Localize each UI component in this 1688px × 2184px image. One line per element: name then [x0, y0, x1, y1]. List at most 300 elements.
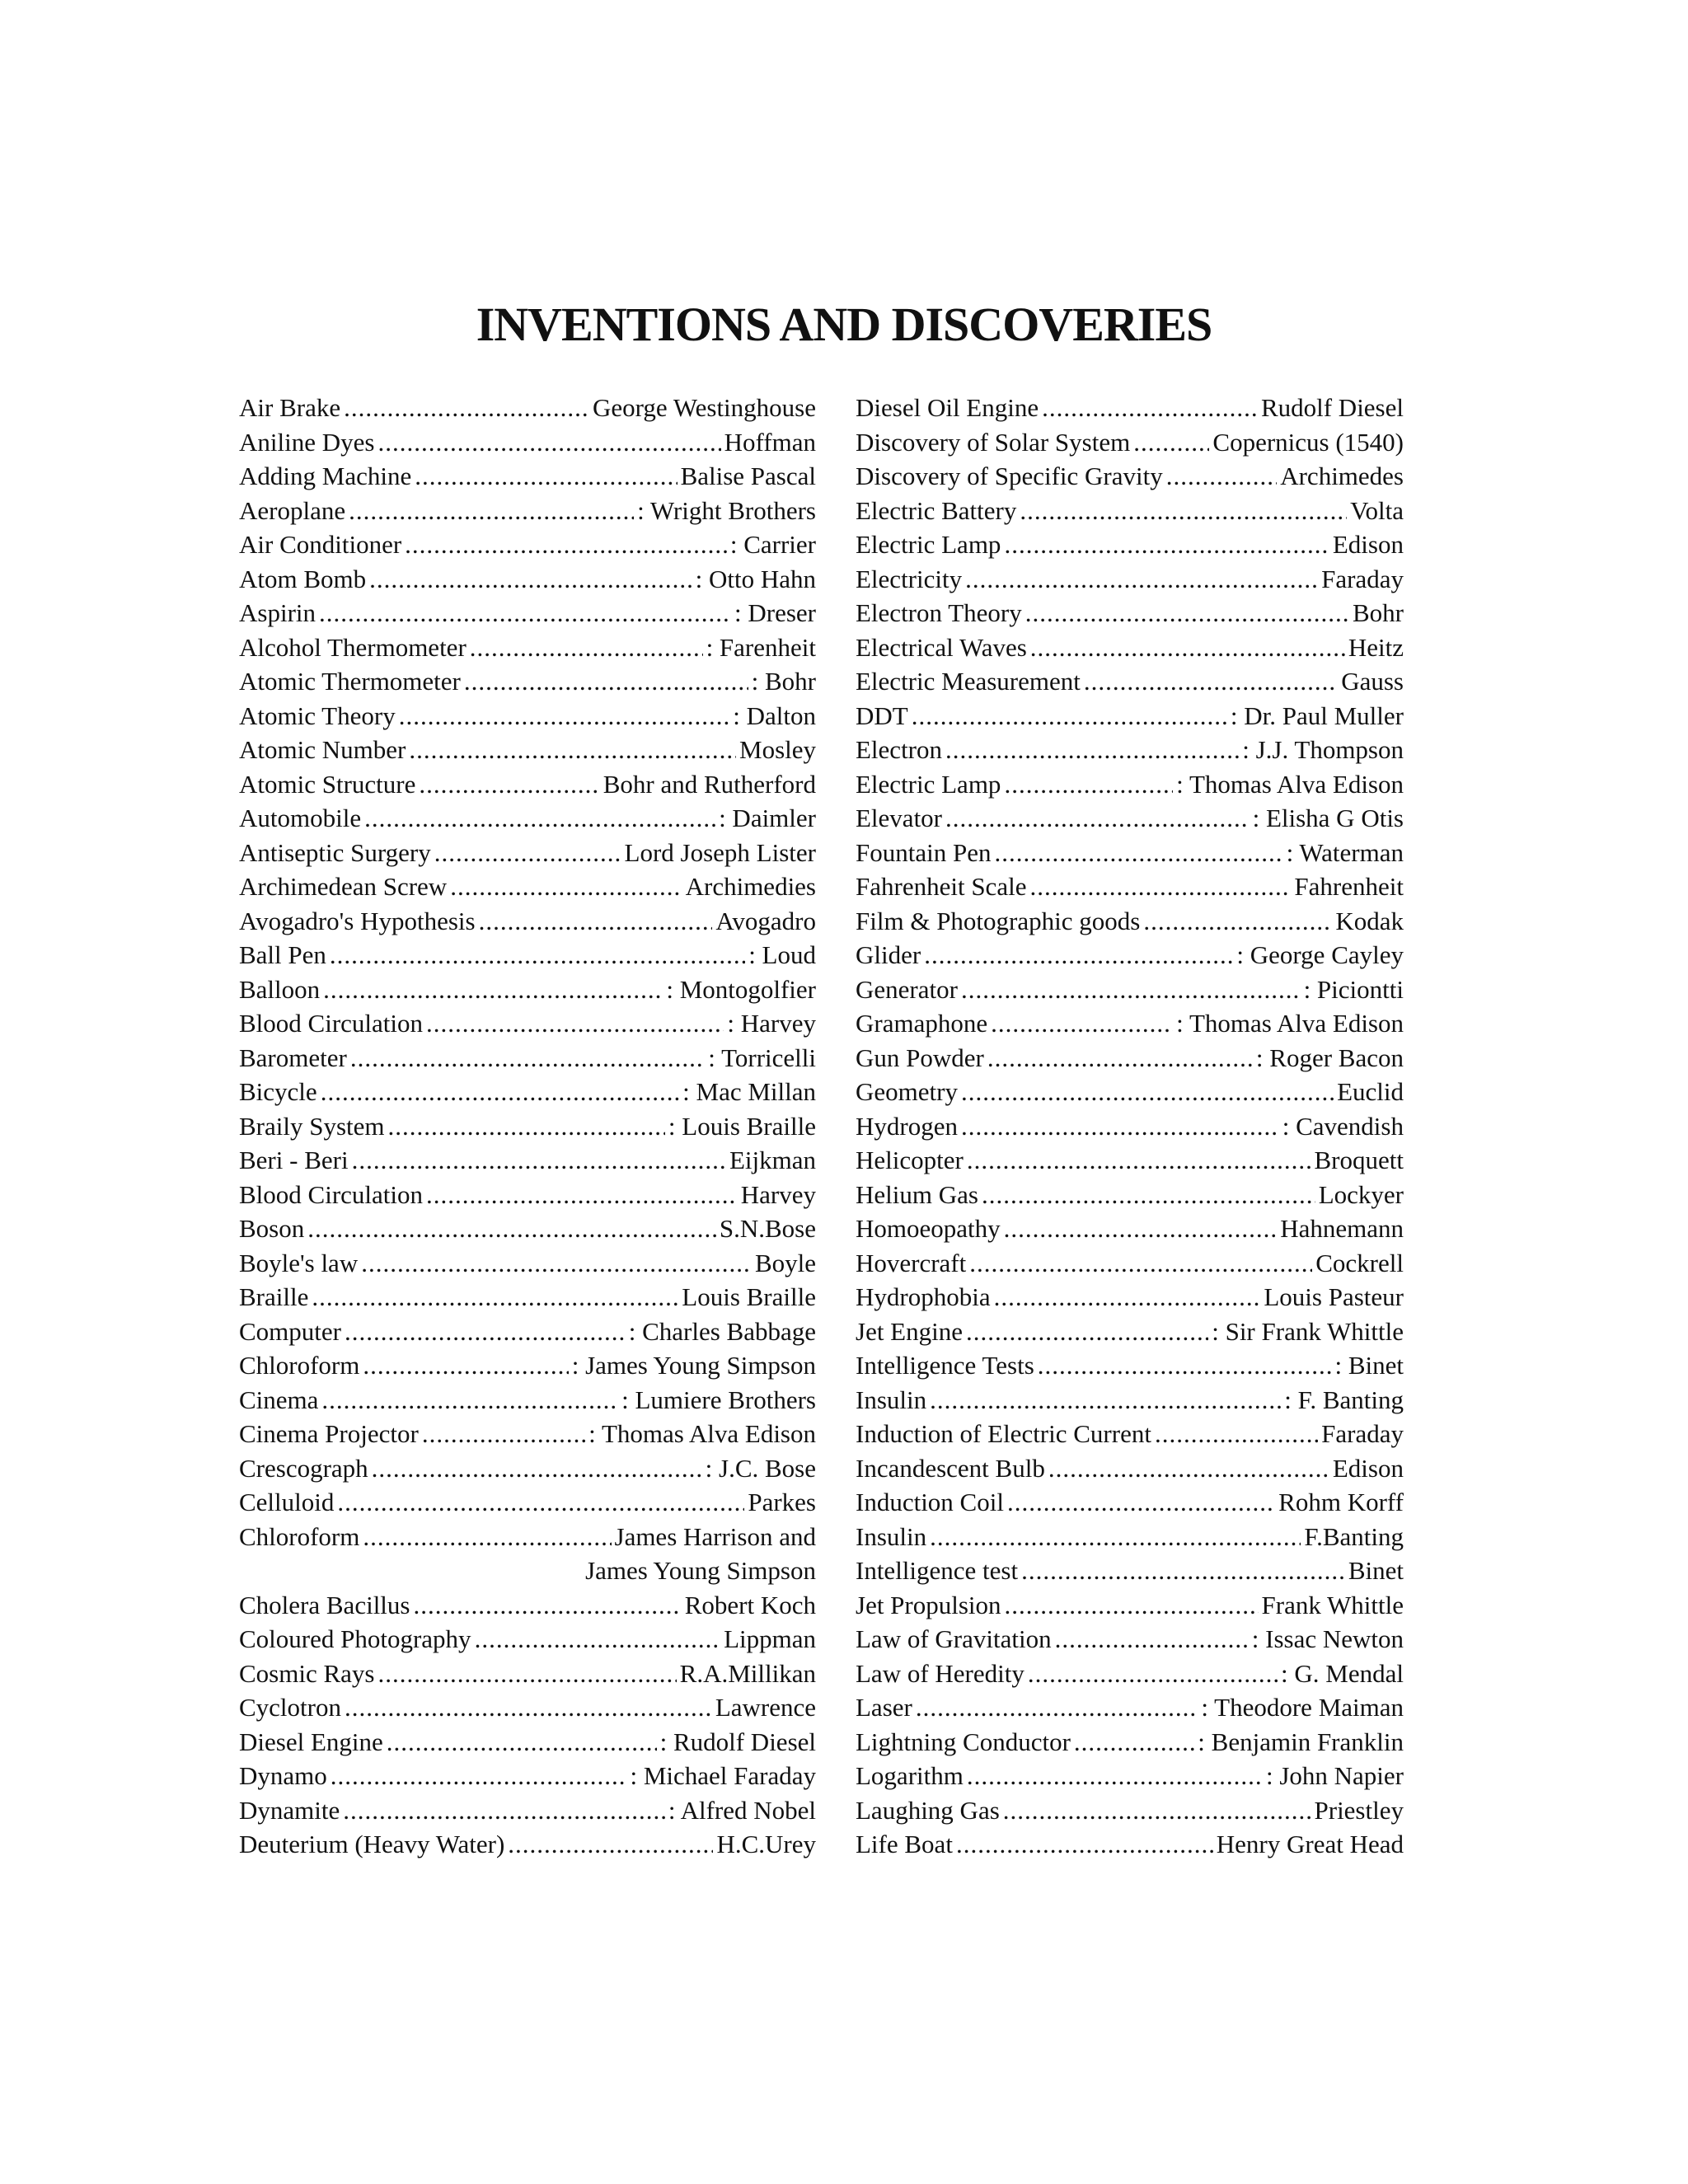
- invention-name: Blood Circulation: [239, 1179, 424, 1209]
- list-item: [239, 1041, 816, 1076]
- dot-leader: [337, 1485, 744, 1520]
- list-item: [239, 596, 816, 630]
- invention-name: Dynamo: [239, 1761, 327, 1790]
- right-column: [856, 391, 1404, 1862]
- invention-name: Alcohol Thermometer: [239, 632, 467, 662]
- dot-leader: [415, 459, 677, 494]
- list-item: [856, 1451, 1404, 1486]
- invention-name: Laser: [856, 1693, 912, 1722]
- dot-leader: [994, 1280, 1261, 1315]
- invention-name: Beri - Beri: [239, 1146, 349, 1174]
- list-item: [856, 938, 1404, 972]
- dot-leader: [945, 733, 1239, 767]
- invention-name: Avogadro's Hypothesis: [239, 906, 476, 935]
- invention-name: Boson: [239, 1214, 305, 1243]
- inventor-name: : J.J. Thompson: [1242, 735, 1404, 764]
- dot-leader: [967, 1143, 1311, 1178]
- list-item: [856, 1006, 1404, 1041]
- inventor-name: Lippman: [724, 1624, 816, 1653]
- invention-name: Helium Gas: [856, 1179, 978, 1209]
- list-item: [856, 527, 1404, 562]
- inventor-name: : Thomas Alva Edison: [588, 1419, 816, 1448]
- dot-leader: [1038, 1348, 1332, 1383]
- list-item: [856, 1657, 1404, 1691]
- list-item: [239, 527, 816, 562]
- dot-leader: [961, 972, 1301, 1007]
- invention-name: Atomic Number: [239, 735, 406, 764]
- list-item: [239, 904, 816, 939]
- dot-leader: [363, 1348, 568, 1383]
- inventor-name: : Elisha G Otis: [1252, 804, 1404, 832]
- inventor-name: H.C.Urey: [716, 1830, 816, 1858]
- invention-name: Diesel Engine: [239, 1727, 383, 1756]
- list-item: [856, 1417, 1404, 1451]
- dot-leader: [464, 664, 748, 699]
- list-item: [856, 1793, 1404, 1828]
- inventor-name: Boyle: [754, 1248, 816, 1277]
- dot-leader: [343, 1793, 665, 1828]
- inventor-name: : John Napier: [1265, 1761, 1404, 1790]
- inventor-name: : Wright Brothers: [637, 495, 816, 525]
- inventor-name: : Dreser: [734, 598, 816, 627]
- dot-leader: [1042, 391, 1258, 425]
- invention-name: Electricity: [856, 564, 963, 593]
- list-item: [856, 801, 1404, 836]
- dot-leader: [312, 1280, 678, 1315]
- list-item: [856, 1622, 1404, 1657]
- invention-name: Coloured Photography: [239, 1624, 471, 1653]
- dot-leader: [321, 1383, 618, 1418]
- invention-name: Atom Bomb: [239, 564, 367, 593]
- list-item: [856, 596, 1404, 630]
- dot-leader: [1084, 664, 1338, 699]
- dot-leader: [1030, 630, 1345, 665]
- invention-name: Insulin: [856, 1385, 927, 1414]
- dot-leader: [330, 938, 745, 972]
- inventor-name: Mosley: [739, 735, 816, 764]
- list-item: [856, 836, 1404, 870]
- list-item: [856, 1178, 1404, 1212]
- dot-leader: [387, 1725, 657, 1760]
- inventor-name: Faraday: [1321, 564, 1404, 593]
- invention-name: Discovery of Solar System: [856, 427, 1131, 457]
- invention-name: Air Brake: [239, 393, 341, 422]
- list-item: [239, 1315, 816, 1349]
- list-item: [239, 1348, 816, 1383]
- dot-leader: [930, 1520, 1301, 1554]
- invention-name: Cyclotron: [239, 1693, 341, 1722]
- dot-leader: [1166, 459, 1277, 494]
- invention-name: Discovery of Specific Gravity: [856, 462, 1163, 490]
- inventor-name: Hoffman: [724, 427, 816, 457]
- invention-name: Jet Engine: [856, 1316, 963, 1346]
- inventor-name: : Issac Newton: [1251, 1624, 1404, 1653]
- dot-leader: [1021, 1554, 1345, 1588]
- invention-name: Electron: [856, 735, 943, 764]
- list-item: [239, 1383, 816, 1418]
- inventor-name: : Dalton: [733, 701, 816, 730]
- dot-leader: [961, 1075, 1334, 1109]
- list-item: [856, 459, 1404, 494]
- inventor-name: Balise Pascal: [680, 462, 816, 490]
- invention-name: Balloon: [239, 974, 321, 1004]
- inventor-name: Copernicus (1540): [1212, 427, 1404, 457]
- list-item: [856, 664, 1404, 699]
- dot-leader: [405, 527, 727, 562]
- list-item: [239, 938, 816, 972]
- dot-leader: [1155, 1417, 1318, 1451]
- invention-name: Bicycle: [239, 1077, 317, 1106]
- dot-leader: [1143, 904, 1332, 939]
- inventor-name: : James Young Simpson: [571, 1351, 816, 1380]
- inventor-name: Broquett: [1314, 1146, 1404, 1174]
- inventor-name: : Piciontti: [1303, 974, 1404, 1004]
- inventor-name: Eijkman: [729, 1146, 816, 1174]
- dot-leader: [419, 767, 599, 802]
- inventor-name: Bohr and Rutherford: [603, 769, 816, 799]
- invention-name: Electrical Waves: [856, 632, 1027, 662]
- inventor-name: : Bohr: [751, 667, 816, 696]
- invention-name: Induction Coil: [856, 1488, 1004, 1516]
- invention-name: Atomic Theory: [239, 701, 396, 730]
- list-item: [239, 1622, 816, 1657]
- invention-name: Cinema Projector: [239, 1419, 419, 1448]
- invention-name: Hydrophobia: [856, 1282, 991, 1311]
- list-item: [856, 391, 1404, 425]
- dot-leader: [344, 391, 589, 425]
- invention-name: Chloroform: [239, 1521, 360, 1551]
- invention-name: Cosmic Rays: [239, 1658, 375, 1688]
- invention-name: Deuterium (Heavy Water): [239, 1830, 505, 1858]
- invention-name: Incandescent Bulb: [856, 1453, 1045, 1483]
- inventor-name: : Theodore Maiman: [1201, 1693, 1404, 1722]
- dot-leader: [967, 1759, 1263, 1793]
- list-item: [239, 836, 816, 870]
- invention-name: Dynamite: [239, 1795, 340, 1825]
- list-item: [239, 1451, 816, 1486]
- dot-leader: [1055, 1622, 1249, 1657]
- invention-name: Cinema: [239, 1385, 319, 1414]
- inventor-name: : G. Mendal: [1281, 1658, 1404, 1688]
- invention-name: Law of Gravitation: [856, 1624, 1052, 1653]
- invention-name: Helicopter: [856, 1146, 964, 1174]
- dot-leader: [479, 904, 713, 939]
- inventor-name: Archimedes: [1280, 462, 1404, 490]
- invention-name: DDT: [856, 701, 908, 730]
- invention-name: Adding Machine: [239, 462, 412, 490]
- inventor-name: : Carrier: [729, 530, 816, 559]
- inventor-name: Bohr: [1353, 598, 1404, 627]
- inventor-name: Avogadro: [715, 906, 816, 935]
- dot-leader: [426, 1006, 724, 1041]
- invention-name: Ball Pen: [239, 940, 326, 969]
- list-item: [239, 562, 816, 597]
- inventor-name: Louis Braille: [682, 1282, 816, 1311]
- inventor-name: : Binet: [1334, 1351, 1404, 1380]
- inventor-name: : Loud: [748, 940, 816, 969]
- invention-name: Boyle's law: [239, 1248, 359, 1277]
- inventor-name: : Lumiere Brothers: [621, 1385, 816, 1414]
- dot-leader: [364, 801, 715, 836]
- invention-name: Intelligence test: [856, 1556, 1019, 1585]
- invention-name: Jet Propulsion: [856, 1590, 1001, 1619]
- list-item: [856, 1554, 1404, 1588]
- inventor-name: : Alfred Nobel: [668, 1795, 816, 1825]
- inventor-name: Euclid: [1337, 1077, 1404, 1106]
- list-item: [239, 391, 816, 425]
- invention-name: Chloroform: [239, 1351, 360, 1380]
- dot-leader: [965, 562, 1318, 597]
- dot-leader: [1004, 527, 1329, 562]
- inventor-name: Frank Whittle: [1261, 1590, 1404, 1619]
- inventor-name: Louis Pasteur: [1264, 1282, 1404, 1311]
- invention-name: Atomic Thermometer: [239, 667, 461, 696]
- invention-name: Film & Photographic goods: [856, 906, 1141, 935]
- list-item: [856, 869, 1404, 904]
- inventor-name: Parkes: [748, 1488, 816, 1516]
- dot-leader: [372, 1451, 702, 1486]
- invention-name: Atomic Structure: [239, 769, 416, 799]
- inventor-name: R.A.Millikan: [679, 1658, 816, 1688]
- dot-leader: [1048, 1451, 1329, 1486]
- dot-leader: [945, 801, 1250, 836]
- list-item: [856, 1041, 1404, 1076]
- invention-name: Computer: [239, 1316, 341, 1346]
- dot-leader: [369, 562, 692, 597]
- inventor-name: Rohm Korff: [1278, 1488, 1404, 1516]
- list-item: [856, 767, 1404, 802]
- invention-name: Elevator: [856, 804, 943, 832]
- dot-leader: [991, 1006, 1173, 1041]
- list-item: [239, 1006, 816, 1041]
- list-item: [856, 1690, 1404, 1725]
- inventor-name: James Harrison and: [614, 1521, 816, 1551]
- list-item: [239, 1588, 816, 1623]
- invention-name: Hydrogen: [856, 1111, 958, 1141]
- inventor-name: Faraday: [1321, 1419, 1404, 1448]
- inventor-name: S.N.Bose: [719, 1214, 816, 1243]
- dot-leader: [331, 1759, 627, 1793]
- invention-name: Barometer: [239, 1043, 347, 1072]
- invention-name: Geometry: [856, 1077, 958, 1106]
- invention-name: Laughing Gas: [856, 1795, 1000, 1825]
- invention-name: Blood Circulation: [239, 1009, 424, 1038]
- invention-name: Life Boat: [856, 1830, 953, 1858]
- inventor-name: : Cavendish: [1282, 1111, 1404, 1141]
- list-item: [239, 1109, 816, 1144]
- invention-name: Cholera Bacillus: [239, 1590, 410, 1619]
- inventor-name: Heitz: [1348, 632, 1404, 662]
- dot-leader: [982, 1178, 1315, 1212]
- invention-name: Gramaphone: [856, 1009, 988, 1038]
- inventor-name: : Thomas Alva Edison: [1176, 769, 1404, 799]
- dot-leader: [1028, 1657, 1278, 1691]
- inventor-name: : Mac Millan: [682, 1077, 816, 1106]
- page-title: INVENTIONS AND DISCOVERIES: [476, 298, 1212, 351]
- list-item: [856, 1212, 1404, 1246]
- inventor-name: Binet: [1348, 1556, 1404, 1585]
- inventor-name: Harvey: [740, 1179, 816, 1209]
- inventor-name: : Waterman: [1286, 837, 1404, 867]
- list-item: [856, 1280, 1404, 1315]
- inventor-name: Lawrence: [715, 1693, 816, 1722]
- dot-leader: [987, 1041, 1253, 1076]
- invention-name: Law of Heredity: [856, 1658, 1025, 1688]
- list-item: [856, 1485, 1404, 1520]
- inventor-name: Lord Joseph Lister: [624, 837, 816, 867]
- dot-leader: [434, 836, 621, 870]
- dot-leader: [470, 630, 703, 665]
- invention-name: Diesel Oil Engine: [856, 393, 1039, 422]
- list-item: [239, 1178, 816, 1212]
- invention-name: Aniline Dyes: [239, 427, 375, 457]
- dot-leader: [930, 1383, 1281, 1418]
- inventor-name: : Sir Frank Whittle: [1212, 1316, 1404, 1346]
- dot-leader: [966, 1315, 1208, 1349]
- dot-leader: [426, 1178, 738, 1212]
- inventor-name: : Daimler: [719, 804, 816, 832]
- list-item: [856, 1725, 1404, 1760]
- dot-leader: [409, 733, 736, 767]
- invention-name: Electric Lamp: [856, 769, 1001, 799]
- dot-leader: [1025, 596, 1349, 630]
- inventor-name: Rudolf Diesel: [1260, 393, 1404, 422]
- inventor-name: Lockyer: [1318, 1179, 1404, 1209]
- list-item: [239, 664, 816, 699]
- dot-leader: [1007, 1485, 1275, 1520]
- dot-leader: [1004, 1212, 1278, 1246]
- invention-name: Electric Lamp: [856, 530, 1001, 559]
- dot-leader: [1074, 1725, 1194, 1760]
- list-item: [856, 1827, 1404, 1862]
- list-item: [239, 801, 816, 836]
- inventor-name: : F. Banting: [1284, 1385, 1404, 1414]
- inventor-name: George Westinghouse: [592, 393, 816, 422]
- invention-name: Lightning Conductor: [856, 1727, 1071, 1756]
- inventor-name: : Michael Faraday: [630, 1761, 816, 1790]
- invention-name: Logarithm: [856, 1761, 964, 1790]
- list-item: [856, 699, 1404, 733]
- dot-leader: [388, 1109, 665, 1144]
- dot-leader: [1133, 425, 1209, 460]
- list-item: [856, 1588, 1404, 1623]
- list-item: [239, 1485, 816, 1520]
- dot-leader: [994, 836, 1282, 870]
- list-item: [856, 1759, 1404, 1793]
- inventor-name: : Louis Braille: [668, 1111, 816, 1141]
- invention-name: Electron Theory: [856, 598, 1022, 627]
- dot-leader: [1003, 1793, 1311, 1828]
- inventor-name: : Otto Hahn: [695, 564, 816, 593]
- invention-name: Gun Powder: [856, 1043, 984, 1072]
- invention-name: Braily System: [239, 1111, 385, 1141]
- inventor-name: Edison: [1332, 1453, 1404, 1483]
- inventor-name: Henry Great Head: [1216, 1830, 1404, 1858]
- invention-name: Braille: [239, 1282, 309, 1311]
- inventor-name: : Torricelli: [708, 1043, 816, 1072]
- inventor-name: : J.C. Bose: [705, 1453, 816, 1483]
- invention-name: Generator: [856, 974, 958, 1004]
- inventor-name: Kodak: [1335, 906, 1404, 935]
- inventor-name: : Thomas Alva Edison: [1176, 1009, 1404, 1038]
- dot-leader: [924, 938, 1233, 972]
- inventor-name: : Dr. Paul Muller: [1230, 701, 1404, 730]
- inventor-name: Archimedies: [685, 872, 816, 901]
- invention-name: Aeroplane: [239, 495, 346, 525]
- dot-leader: [508, 1827, 713, 1862]
- invention-name: Glider: [856, 940, 921, 969]
- list-item: [239, 1793, 816, 1828]
- dot-leader: [377, 425, 720, 460]
- dot-leader: [1005, 1588, 1259, 1623]
- list-item: [856, 904, 1404, 939]
- list-item: [239, 459, 816, 494]
- inventor-name: Fahrenheit: [1294, 872, 1404, 901]
- invention-name: Archimedean Screw: [239, 872, 448, 901]
- dot-leader: [1020, 494, 1347, 528]
- inventor-name: Cockrell: [1315, 1248, 1404, 1277]
- list-item: [856, 1075, 1404, 1109]
- list-item: [856, 1383, 1404, 1418]
- invention-name: Fahrenheit Scale: [856, 872, 1027, 901]
- dot-leader: [969, 1246, 1312, 1281]
- invention-name: Celluloid: [239, 1488, 335, 1516]
- list-item: [239, 1280, 816, 1315]
- inventor-name: Robert Koch: [684, 1590, 816, 1619]
- dot-leader: [1029, 869, 1291, 904]
- list-item: [856, 1348, 1404, 1383]
- dot-leader: [961, 1109, 1279, 1144]
- inventor-name: : Benjamin Franklin: [1198, 1727, 1404, 1756]
- invention-name: Hovercraft: [856, 1248, 967, 1277]
- dot-leader: [349, 494, 634, 528]
- list-item: [239, 1554, 816, 1588]
- inventor-name: Priestley: [1314, 1795, 1404, 1825]
- invention-name: Intelligence Tests: [856, 1351, 1034, 1380]
- list-item: [856, 630, 1404, 665]
- inventor-name: Gauss: [1341, 667, 1404, 696]
- list-item: [239, 733, 816, 767]
- inventor-name: Edison: [1332, 530, 1404, 559]
- list-item: [239, 1827, 816, 1862]
- inventor-name: : Charles Babbage: [628, 1316, 816, 1346]
- inventor-name: F.Banting: [1304, 1521, 1404, 1551]
- dot-leader: [377, 1657, 676, 1691]
- list-item: [239, 972, 816, 1007]
- list-item: [239, 1725, 816, 1760]
- list-item: [239, 1075, 816, 1109]
- list-item: [856, 425, 1404, 460]
- dot-leader: [413, 1588, 681, 1623]
- list-item: [239, 1417, 816, 1451]
- list-item: [239, 699, 816, 733]
- list-item: [856, 1143, 1404, 1178]
- dot-leader: [345, 1690, 712, 1725]
- list-item: [856, 1109, 1404, 1144]
- invention-name: Homoeopathy: [856, 1214, 1001, 1243]
- dot-leader: [912, 699, 1227, 733]
- inventor-name: : Rudolf Diesel: [659, 1727, 816, 1756]
- list-item: [856, 562, 1404, 597]
- list-item: [239, 869, 816, 904]
- dot-leader: [422, 1417, 585, 1451]
- list-item: [239, 1143, 816, 1178]
- list-item: [856, 1246, 1404, 1281]
- inventor-name: : George Cayley: [1236, 940, 1404, 969]
- dot-leader: [350, 1041, 705, 1076]
- list-item: [239, 767, 816, 802]
- dot-leader: [352, 1143, 726, 1178]
